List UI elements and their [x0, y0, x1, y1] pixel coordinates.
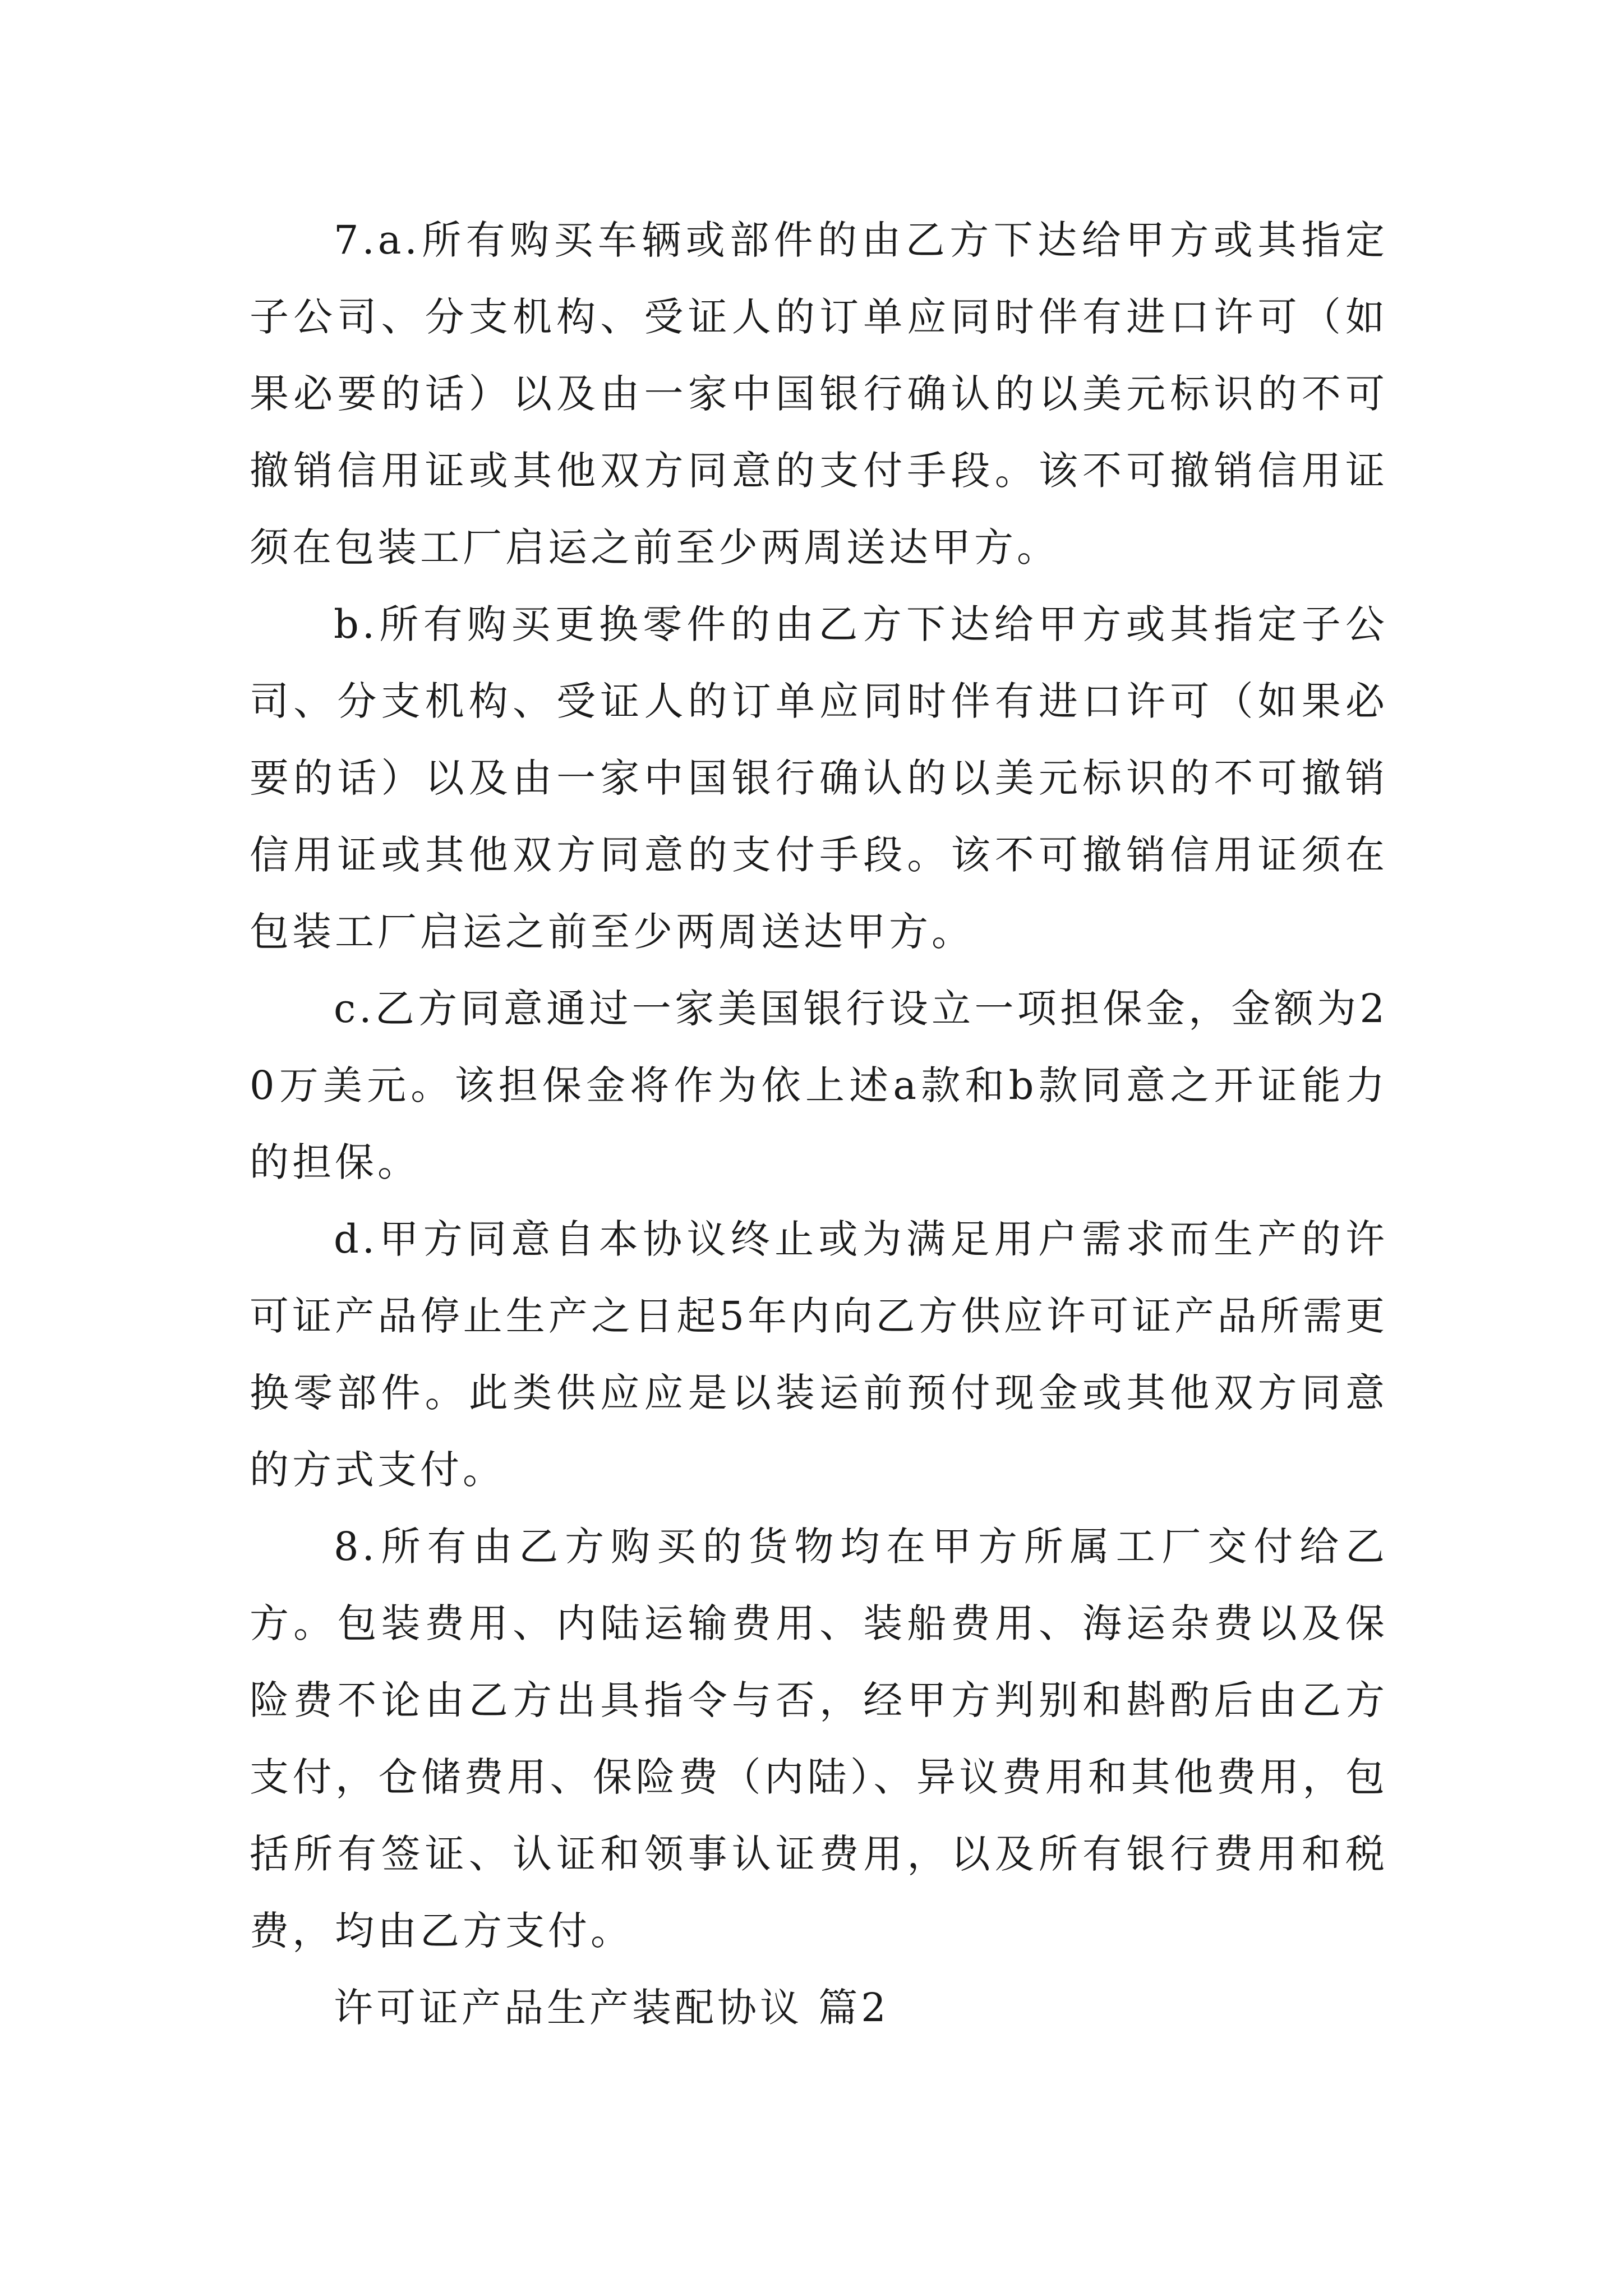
- clause-7a-paragraph: 7.a.所有购买车辆或部件的由乙方下达给甲方或其指定子公司、分支机构、受证人的订单应同时伴有进口许可（如果必要的话）以及由一家中国银行确认的以美元标识的不可撤销信用证或其他双方同意的支付手段。该不可撤销信用证须在包装工厂启运之前至少两周送达甲方。: [250, 217, 1388, 570]
- section-heading: 许可证产品生产装配协议 篇2: [334, 1985, 889, 2031]
- clause-7d-paragraph: d.甲方同意自本协议终止或为满足用户需求而生产的许可证产品停止生产之日起5年内向乙方供应许可证产品所需更换零部件。此类供应应是以装运前预付现金或其他双方同意的方式支付。: [250, 1216, 1388, 1493]
- clause-7c-paragraph: c.乙方同意通过一家美国银行设立一项担保金，金额为20万美元。该担保金将作为依上述a款和b款同意之开证能力的担保。: [250, 986, 1388, 1185]
- clause-7b-paragraph: b.所有购买更换零件的由乙方下达给甲方或其指定子公司、分支机构、受证人的订单应同时伴有进口许可（如果必要的话）以及由一家中国银行确认的以美元标识的不可撤销信用证或其他双方同意的支付手段。该不可撤销信用证须在包装工厂启运之前至少两周送达甲方。: [250, 601, 1388, 955]
- document-body: [250, 202, 1388, 2046]
- clause-8-paragraph: 8.所有由乙方购买的货物均在甲方所属工厂交付给乙方。包装费用、内陆运输费用、装船费用、海运杂费以及保险费不论由乙方出具指令与否，经甲方判别和斟酌后由乙方支付，仓储费用、保险费（内陆）、异议费用和其他费用，包括所有签证、认证和领事认证费用，以及所有银行费用和税费，均由乙方支付。: [250, 1524, 1388, 1954]
